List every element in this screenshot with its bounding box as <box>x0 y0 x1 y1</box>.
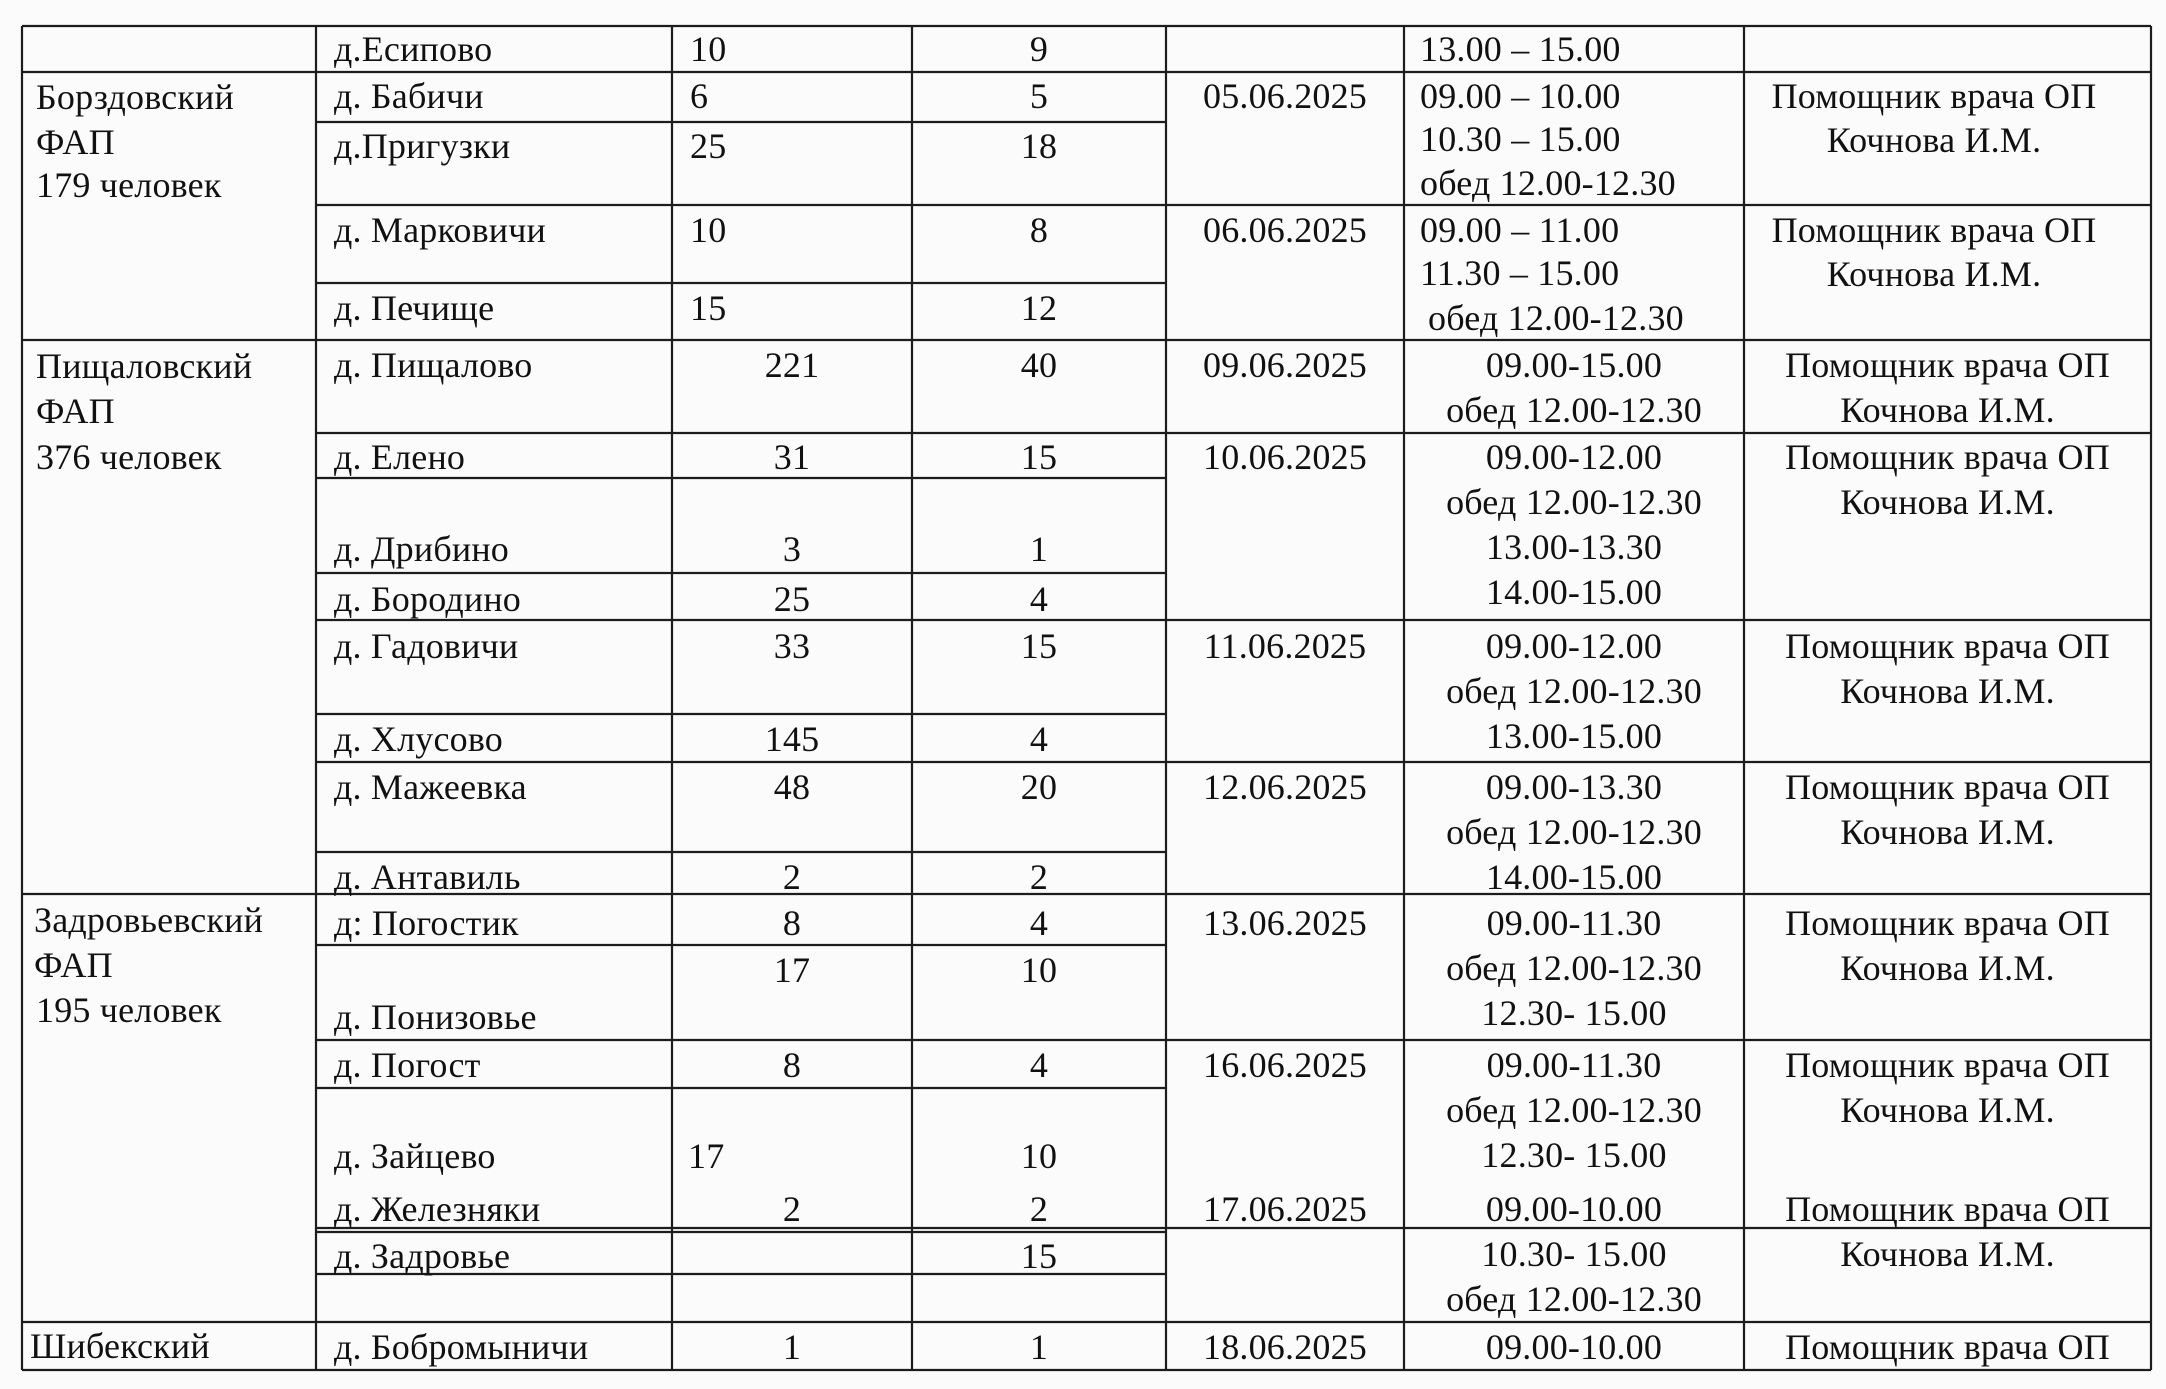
staff-role: Помощник врача ОП <box>1771 76 2097 116</box>
village-name: д.Пригузки <box>334 126 511 166</box>
group-count: 376 человек <box>36 437 222 477</box>
group-name: Борздовский ФАП <box>36 77 234 162</box>
group-name: Пищаловский ФАП <box>36 346 253 431</box>
count-value: 20 <box>1020 767 1058 807</box>
group-name: Задровьевский ФАП <box>34 900 264 985</box>
time-slot: 09.00-10.00 <box>1485 1327 1663 1367</box>
visit-date: 12.06.2025 <box>1203 767 1367 807</box>
staff-name: Кочнова И.М. <box>1840 390 2055 430</box>
time-slot: 13.00-13.30 <box>1485 527 1663 567</box>
count-value: 145 <box>764 719 820 759</box>
staff-name: Кочнова И.М. <box>1840 671 2055 711</box>
count-value: 10 <box>690 210 727 250</box>
count-value: 1 <box>1029 529 1049 569</box>
count-value: 2 <box>1029 1189 1049 1229</box>
staff-role: Помощник врача ОП <box>1785 1045 2110 1085</box>
village-name: д. Марковичи <box>334 210 547 250</box>
time-slot: 09.00-10.00 <box>1485 1189 1663 1229</box>
lunch-break: обед 12.00-12.30 <box>1446 390 1702 430</box>
village-name: д. Гадовичи <box>334 626 519 666</box>
village-name: д. Железняки <box>334 1189 541 1229</box>
time-slot: 09.00-12.00 <box>1485 626 1663 666</box>
village-name: д. Бабичи <box>334 76 484 116</box>
time-slot: 09.00 – 10.00 <box>1420 76 1621 116</box>
count-value: 12 <box>1020 288 1058 328</box>
count-value: 8 <box>782 1045 802 1085</box>
count-value: 4 <box>1029 1045 1049 1085</box>
staff-name: Кочнова И.М. <box>1840 1234 2055 1274</box>
count-value: 2 <box>782 1189 802 1229</box>
count-value: 8 <box>1029 210 1049 250</box>
count-value: 221 <box>764 345 820 385</box>
staff-name: Кочнова И.М. <box>1826 120 2042 160</box>
staff-name: Кочнова И.М. <box>1840 1090 2055 1130</box>
time-slot: 11.30 – 15.00 <box>1420 253 1620 293</box>
count-value: 40 <box>1020 345 1058 385</box>
staff-name: Кочнова И.М. <box>1840 482 2055 522</box>
visit-date: 06.06.2025 <box>1203 210 1367 250</box>
village-name: д.Есипово <box>334 29 493 69</box>
count-value: 17 <box>773 950 811 990</box>
village-name: д. Зайцево <box>334 1136 496 1176</box>
group-count: 179 человек <box>36 165 222 205</box>
staff-role: Помощник врача ОП <box>1785 437 2110 477</box>
time-slot: 09.00 – 11.00 <box>1420 210 1620 250</box>
lunch-break: обед 12.00-12.30 <box>1446 812 1702 852</box>
count-value: 15 <box>1020 437 1058 477</box>
village-name: д. Елено <box>334 437 466 477</box>
time-slot: 09.00-12.00 <box>1485 437 1663 477</box>
count-value: 10 <box>690 29 727 69</box>
village-name: д. Пищалово <box>334 345 533 385</box>
group-name: Шибекский <box>30 1326 210 1366</box>
time-slot: 14.00-15.00 <box>1485 572 1663 612</box>
time-slot: 09.00-11.30 <box>1486 1045 1662 1085</box>
lunch-break: обед 12.00-12.30 <box>1420 163 1676 203</box>
count-value: 8 <box>782 903 802 943</box>
village-name: д. Задровье <box>334 1236 511 1276</box>
count-value: 3 <box>782 529 802 569</box>
group-count: 195 человек <box>36 990 222 1030</box>
count-value: 15 <box>690 288 727 328</box>
lunch-break: обед 12.00-12.30 <box>1446 671 1702 711</box>
count-value: 25 <box>773 579 811 619</box>
count-value: 33 <box>773 626 811 666</box>
count-value: 1 <box>782 1327 802 1367</box>
count-value: 9 <box>1029 29 1049 69</box>
staff-name: Кочнова И.М. <box>1840 948 2055 988</box>
village-name: д. Хлусово <box>334 719 504 759</box>
count-value: 15 <box>1020 626 1058 666</box>
staff-name: Кочнова И.М. <box>1840 812 2055 852</box>
count-value: 2 <box>782 857 802 897</box>
staff-role: Помощник врача ОП <box>1785 626 2110 666</box>
time-slot: 09.00-15.00 <box>1485 345 1663 385</box>
visit-date: 10.06.2025 <box>1203 437 1367 477</box>
count-value: 48 <box>773 767 811 807</box>
time-slot: 13.00-15.00 <box>1485 716 1663 756</box>
visit-date: 18.06.2025 <box>1203 1327 1367 1367</box>
visit-date: 16.06.2025 <box>1203 1045 1367 1085</box>
count-value: 18 <box>1020 126 1058 166</box>
count-value: 25 <box>690 126 727 166</box>
count-value: 6 <box>690 76 709 116</box>
time-slot: 10.30 – 15.00 <box>1420 119 1621 159</box>
lunch-break: обед 12.00-12.30 <box>1428 298 1684 338</box>
staff-role: Помощник врача ОП <box>1785 1189 2110 1229</box>
staff-role: Помощник врача ОП <box>1771 210 2097 250</box>
visit-date: 05.06.2025 <box>1203 76 1367 116</box>
count-value: 15 <box>1020 1236 1058 1276</box>
visit-date: 13.06.2025 <box>1203 903 1367 943</box>
village-name: д. Бородино <box>334 579 521 619</box>
village-name: д. Печище <box>334 288 495 328</box>
time-slot: 13.00 – 15.00 <box>1420 29 1621 69</box>
count-value: 1 <box>1029 1327 1049 1367</box>
count-value: 10 <box>1020 1136 1058 1176</box>
lunch-break: обед 12.00-12.30 <box>1446 948 1702 988</box>
count-value: 31 <box>773 437 811 477</box>
visit-date: 09.06.2025 <box>1203 345 1367 385</box>
count-value: 17 <box>688 1136 725 1176</box>
lunch-break: обед 12.00-12.30 <box>1446 482 1702 522</box>
village-name: д. Дрибино <box>334 529 509 569</box>
staff-role: Помощник врача ОП <box>1785 903 2110 943</box>
visit-date: 17.06.2025 <box>1203 1189 1367 1229</box>
village-name: д. Понизовье <box>334 997 537 1037</box>
count-value: 10 <box>1020 950 1058 990</box>
count-value: 2 <box>1029 857 1049 897</box>
village-name: д. Бобромыничи <box>334 1327 589 1367</box>
count-value: 4 <box>1029 579 1049 619</box>
time-slot: 09.00-11.30 <box>1486 903 1662 943</box>
village-name: д. Мажеевка <box>334 767 527 807</box>
visit-date: 11.06.2025 <box>1203 626 1367 666</box>
village-name: д. Погост <box>334 1045 481 1085</box>
count-value: 4 <box>1029 903 1049 943</box>
time-slot: 12.30- 15.00 <box>1481 993 1667 1033</box>
time-slot: 09.00-13.30 <box>1485 767 1663 807</box>
staff-role: Помощник врача ОП <box>1785 767 2110 807</box>
lunch-break: обед 12.00-12.30 <box>1446 1090 1702 1130</box>
count-value: 4 <box>1029 719 1049 759</box>
lunch-break: обед 12.00-12.30 <box>1446 1279 1702 1319</box>
time-slot: 14.00-15.00 <box>1485 857 1663 897</box>
time-slot: 12.30- 15.00 <box>1481 1135 1667 1175</box>
village-name: д. Антавиль <box>334 857 521 897</box>
staff-role: Помощник врача ОП <box>1785 1327 2110 1367</box>
time-slot: 10.30- 15.00 <box>1481 1234 1667 1274</box>
village-name: д: Погостик <box>334 903 519 943</box>
staff-role: Помощник врача ОП <box>1785 345 2110 385</box>
staff-name: Кочнова И.М. <box>1826 254 2042 294</box>
count-value: 5 <box>1029 76 1049 116</box>
